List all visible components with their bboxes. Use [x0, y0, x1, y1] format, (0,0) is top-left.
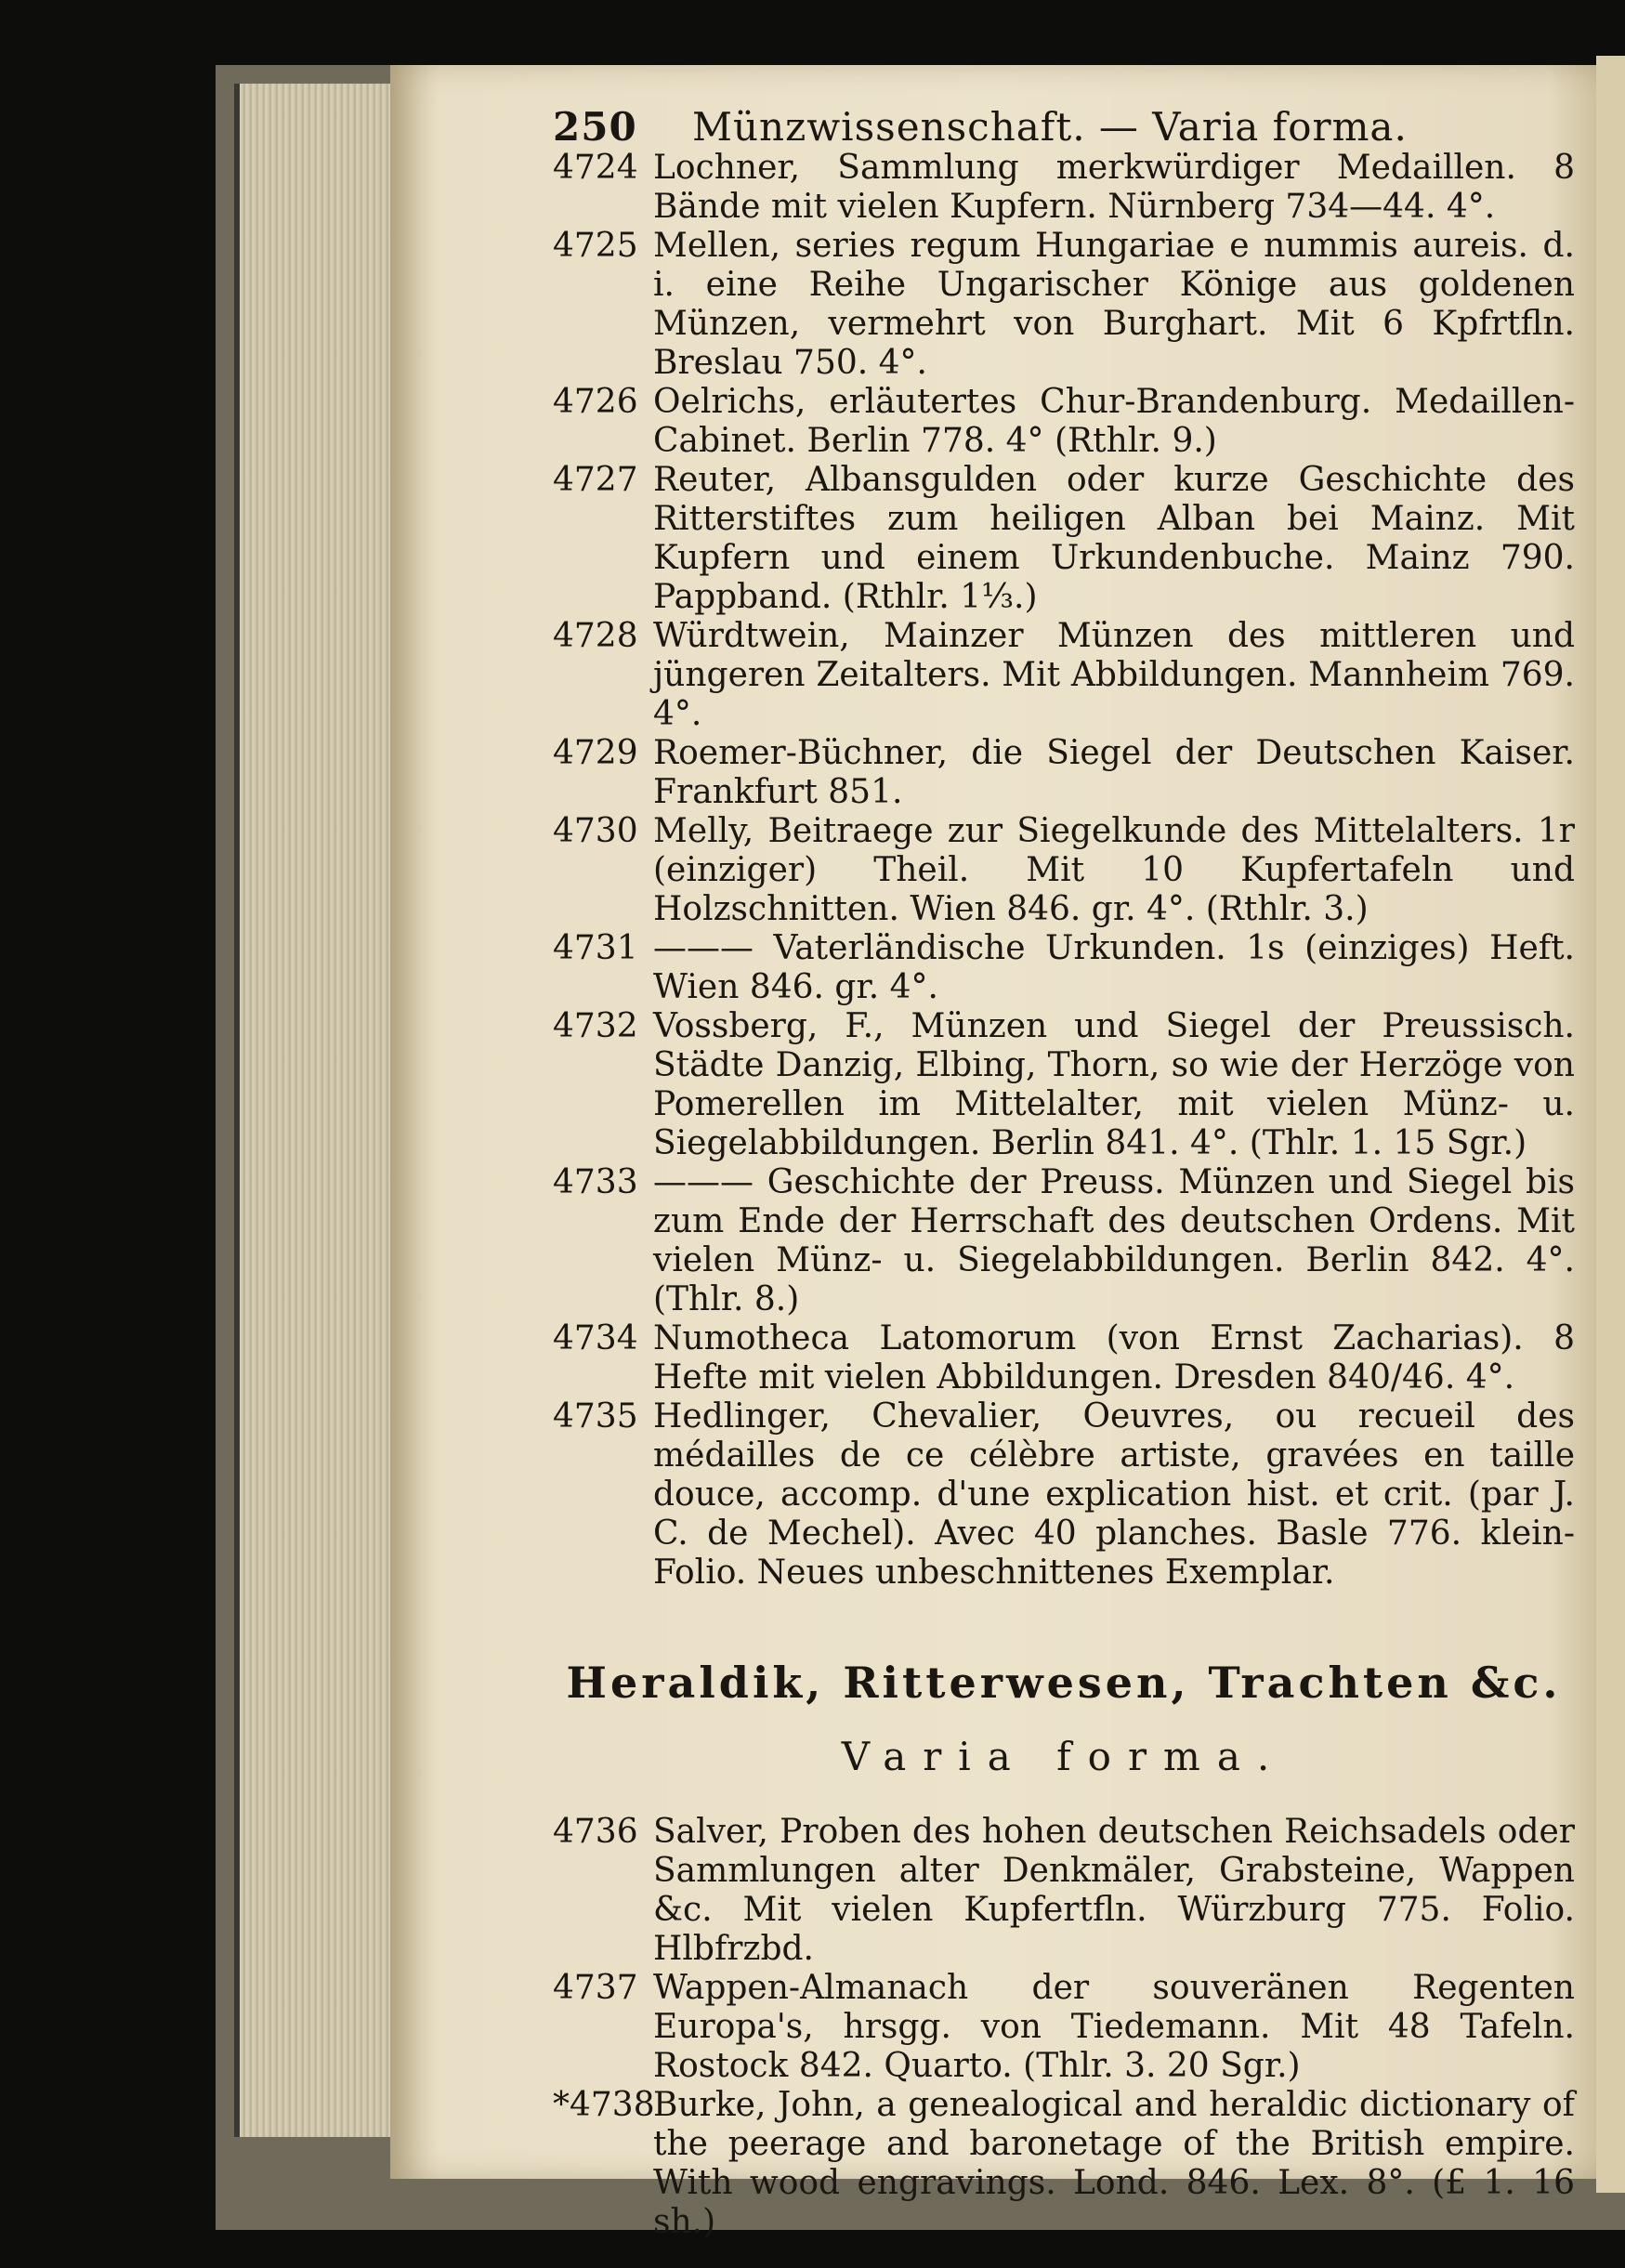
entry-number: 4729: [553, 734, 638, 772]
entry-text: ——— Geschichte der Preuss. Münzen und Siegel bis zum Ende der Herrschaft des deutschen Ordens. Mit vielen Münz- u. Siegelabbildungen. Berlin 842. 4°. (Thlr. 8.): [653, 1163, 1575, 1318]
entry-number: 4724: [553, 149, 638, 187]
catalog-entry: [553, 1007, 1575, 1163]
entry-text: Melly, Beitraege zur Siegelkunde des Mittelalters. 1r (einziger) Theil. Mit 10 Kupfertafeln und Holzschnitten. Wien 846. gr. 4°. (Rthlr. 3.): [653, 812, 1575, 928]
entry-text: Vossberg, F., Münzen und Siegel der Preussisch. Städte Danzig, Elbing, Thorn, so wie der Herzöge von Pomerellen im Mittelalter, mit vielen Münz- u. Siegelabbildungen. Berlin 841. 4°. (Thlr. 1. 15 Sgr.): [653, 1007, 1575, 1162]
entry-number: 4733: [553, 1163, 638, 1201]
section-title: Heraldik, Ritterwesen, Trachten &c.: [566, 1658, 1562, 1708]
catalog-entry: [553, 149, 1575, 227]
page-edges: [234, 84, 402, 2137]
section-subtitle: Varia forma.: [841, 1734, 1287, 1779]
catalog-entry: [553, 1397, 1575, 1593]
entry-text: Würdtwein, Mainzer Münzen des mittleren und jüngeren Zeitalters. Mit Abbildungen. Mannheim 769. 4°.: [653, 617, 1575, 733]
entry-text: Roemer-Büchner, die Siegel der Deutschen Kaiser. Frankfurt 851.: [653, 734, 1575, 811]
next-page-edge: [1596, 56, 1625, 2193]
entry-number: 4730: [553, 812, 638, 850]
entry-text: Numotheca Latomorum (von Ernst Zacharias). 8 Hefte mit vielen Abbildungen. Dresden 840/46. 4°.: [653, 1319, 1575, 1396]
page-number: 250: [553, 104, 637, 150]
entry-number: *4738: [553, 2086, 655, 2124]
catalog-entry: [553, 461, 1575, 617]
catalog-entry: [553, 617, 1575, 734]
page-content: [553, 93, 1575, 2242]
entry-number: 4726: [553, 383, 638, 421]
entry-text: Burke, John, a genealogical and heraldic dictionary of the peerage and baronetage of the British empire. With wood engravings. Lond. 846. Lex. 8°. (£ 1. 16 sh.): [653, 2086, 1575, 2241]
entry-number: 4731: [553, 929, 638, 967]
entry-text: Lochner, Sammlung merkwürdiger Medaillen. 8 Bände mit vielen Kupfern. Nürnberg 734—44. 4°.: [653, 149, 1575, 226]
entry-text: ——— Vaterländische Urkunden. 1s (einziges) Heft. Wien 846. gr. 4°.: [653, 929, 1575, 1006]
entry-list-top: [553, 149, 1575, 1593]
catalog-entry: [553, 383, 1575, 461]
entry-number: 4734: [553, 1319, 638, 1357]
catalog-entry: [553, 929, 1575, 1007]
entry-number: 4727: [553, 461, 638, 499]
entry-number: 4737: [553, 1969, 638, 2007]
entry-text: Mellen, series regum Hungariae e nummis aureis. d. i. eine Reihe Ungarischer Könige aus goldenen Münzen, vermehrt von Burghart. Mit 6 Kpfrtfln. Breslau 750. 4°.: [653, 227, 1575, 382]
entry-number: 4728: [553, 617, 638, 655]
catalog-entry: [553, 1163, 1575, 1319]
entry-text: Reuter, Albansgulden oder kurze Geschichte des Ritterstiftes zum heiligen Alban bei Mainz. Mit Kupfern und einem Urkundenbuche. Mainz 790. Pappband. (Rthlr. 1⅓.): [653, 461, 1575, 616]
running-head: [553, 93, 1575, 149]
entry-number: 4725: [553, 227, 638, 265]
catalog-entry: [553, 227, 1575, 383]
catalog-entry: [553, 1319, 1575, 1397]
entry-text: Wappen-Almanach der souveränen Regenten Europa's, hrsgg. von Tiedemann. Mit 48 Tafeln. Rostock 842. Quarto. (Thlr. 3. 20 Sgr.): [653, 1969, 1575, 2085]
catalog-entry: [553, 734, 1575, 812]
catalog-entry: [553, 2086, 1575, 2242]
entry-list-bottom: [553, 1813, 1575, 2242]
running-title: Münzwissenschaft. — Varia forma.: [692, 104, 1408, 150]
entry-text: Hedlinger, Chevalier, Oeuvres, ou recueil des médailles de ce célèbre artiste, gravées en taille douce, accomp. d'une explication hist. et crit. (par J. C. de Mechel). Avec 40 planches. Basle 776. klein-Folio. Neues unbeschnittenes Exemplar.: [653, 1397, 1575, 1592]
entry-text: Salver, Proben des hohen deutschen Reichsadels oder Sammlungen alter Denkmäler, Grabsteine, Wappen &c. Mit vielen Kupfertfln. Würzburg 775. Folio. Hlbfrzbd.: [653, 1813, 1575, 1968]
catalog-entry: [553, 1813, 1575, 1969]
entry-number: 4735: [553, 1397, 638, 1436]
catalog-entry: [553, 812, 1575, 929]
entry-text: Oelrichs, erläutertes Chur-Brandenburg. Medaillen-Cabinet. Berlin 778. 4° (Rthlr. 9.): [653, 383, 1575, 460]
entry-number: 4732: [553, 1007, 638, 1045]
catalog-entry: [553, 1969, 1575, 2086]
entry-number: 4736: [553, 1813, 638, 1851]
